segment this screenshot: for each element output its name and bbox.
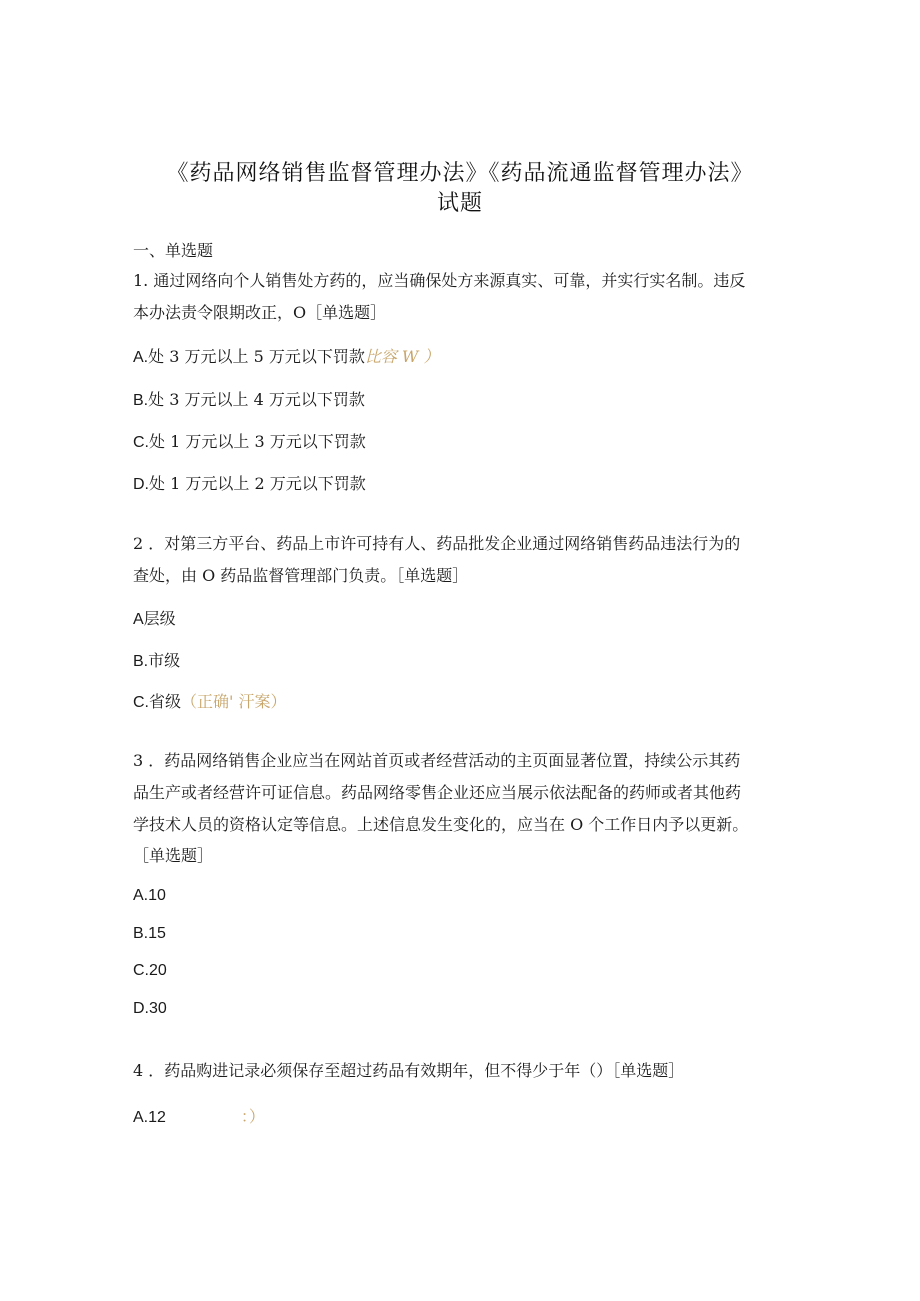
question-1-option-d[interactable] [133, 471, 366, 494]
option-text: 处 1 万元以上 2 万元以下罚款 [149, 474, 366, 493]
option-label: D. [133, 1000, 149, 1017]
question-2-line-2: 查处，由 O 药品监督管理部门负责。［单选题］ [133, 566, 469, 585]
question-3-option-a[interactable] [133, 885, 166, 905]
question-2-option-b[interactable] [133, 648, 180, 671]
question-2-line-1: 2 ．对第三方平台、药品上市许可持有人、药品批发企业通过网络销售药品违法行为的 [133, 534, 741, 553]
question-3-option-b[interactable] [133, 923, 166, 943]
option-text: 省级 [149, 692, 182, 711]
option-text: 15 [148, 925, 166, 942]
option-text: 市级 [148, 651, 181, 670]
option-text: 处 3 万元以上 4 万元以下罚款 [148, 390, 365, 409]
option-label: C. [133, 434, 149, 451]
answer-mark: （正确' 汗案） [181, 692, 287, 711]
question-1-line-1: 1. 通过网络向个人销售处方药的，应当确保处方来源真实、可靠，并实行实名制。违反 [133, 271, 746, 290]
question-3-option-d[interactable] [133, 998, 167, 1018]
question-4-line-1: 4 ．药品购进记录必须保存至超过药品有效期年，但不得少于年（）［单选题］ [133, 1061, 685, 1080]
question-3-line-2: 品生产或者经营许可证信息。药品网络零售企业还应当展示依法配备的药师或者其他药 [133, 783, 742, 802]
option-label: C. [133, 694, 149, 711]
option-label: B. [133, 925, 149, 942]
question-2-option-c[interactable] [133, 689, 287, 712]
question-4-option-a[interactable] [133, 1104, 265, 1127]
option-label: A. [133, 349, 149, 366]
question-1-option-b[interactable] [133, 387, 365, 410]
option-text: 30 [149, 1000, 167, 1017]
option-text: 层级 [143, 609, 176, 628]
document-title-line-1: 《药品网络销售监督管理办法》《药品流通监督管理办法》 [166, 161, 754, 186]
option-label: D. [133, 476, 149, 493]
question-3-line-1: 3 ．药品网络销售企业应当在网站首页或者经营活动的主页面显著位置，持续公示其药 [133, 751, 741, 770]
answer-mark: ：） [240, 1107, 265, 1126]
question-1-option-a[interactable] [133, 344, 439, 367]
option-label: B. [133, 653, 149, 670]
question-3-line-3: 学技术人员的资格认定等信息。上述信息发生变化的，应当在 O 个工作日内予以更新。 [133, 815, 749, 834]
option-text: 12 [148, 1109, 166, 1126]
option-text: 10 [148, 887, 166, 904]
question-3-option-c[interactable] [133, 960, 167, 980]
option-label: A [133, 611, 144, 628]
option-label: C. [133, 962, 149, 979]
question-2-option-a[interactable] [133, 606, 176, 629]
option-label: B. [133, 392, 149, 409]
option-text: 20 [149, 962, 167, 979]
option-text: 处 3 万元以上 5 万元以下罚款 [148, 347, 365, 366]
question-3-line-4: ［单选题］ [133, 846, 214, 865]
question-1-line-2: 本办法责令限期改正，O［单选题］ [133, 303, 387, 322]
question-1-option-c[interactable] [133, 429, 366, 452]
option-label: A. [133, 887, 149, 904]
section-heading: 一、单选题 [133, 241, 214, 260]
option-label: A. [133, 1109, 149, 1126]
document-title-line-2: 试题 [436, 191, 483, 216]
answer-mark: 比容 W ） [364, 347, 440, 366]
option-text: 处 1 万元以上 3 万元以下罚款 [149, 432, 366, 451]
